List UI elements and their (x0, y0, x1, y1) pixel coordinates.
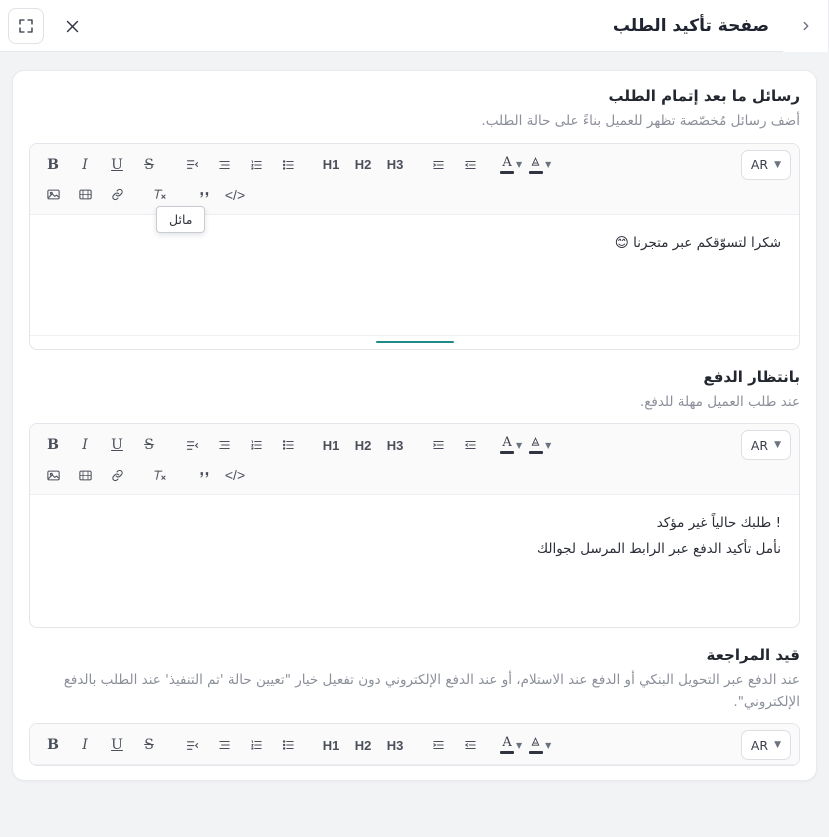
code-icon[interactable]: </> (220, 180, 250, 210)
italic-button[interactable]: I (70, 730, 100, 760)
align-icon[interactable] (209, 430, 239, 460)
page-body (0, 52, 829, 837)
section-description: عند طلب العميل مهلة للدفع. (639, 393, 800, 410)
video-icon[interactable] (70, 180, 100, 210)
chevron-down-icon: ▼ (774, 440, 781, 451)
page-title: صفحة تأكيد الطلب (612, 16, 769, 36)
highlight-color-button[interactable] (526, 430, 553, 460)
resize-grip (376, 341, 454, 343)
highlight-icon (528, 436, 543, 454)
chevron-down-icon: ▼ (516, 740, 523, 750)
toolbar-row-primary (38, 150, 791, 180)
text-direction-icon[interactable] (177, 730, 207, 760)
editor-toolbar (30, 724, 799, 765)
toolbar-row-primary (38, 430, 791, 460)
chevron-down-icon: ▼ (545, 740, 552, 750)
language-label: AR (750, 437, 769, 453)
toolbar-row-primary (38, 730, 791, 760)
code-icon[interactable]: </> (220, 460, 250, 490)
highlight-icon (528, 156, 543, 174)
close-icon[interactable] (54, 8, 90, 44)
heading-1-button[interactable]: H1 (316, 150, 346, 180)
ordered-list-icon[interactable] (241, 150, 271, 180)
language-label: AR (750, 737, 769, 753)
highlight-color-button[interactable] (526, 150, 553, 180)
heading-2-button[interactable]: H2 (348, 150, 378, 180)
underline-button[interactable]: U (102, 730, 132, 760)
bold-button[interactable]: B (38, 730, 68, 760)
clear-format-icon[interactable] (145, 460, 175, 490)
section-description: عند الدفع عبر التحويل البنكي أو الدفع عند الاستلام، أو عند الدفع الإلكتروني دون تفعيل خيار "تعيين حالة 'تم التنفيذ' عند الطلب بالدفع الإلكتروني". (63, 672, 800, 710)
chevron-down-icon: ▼ (516, 440, 523, 450)
editor-line: ! طلبك حالياً غير مؤكد (656, 515, 781, 532)
section-title: قيد المراجعة (706, 646, 800, 665)
ordered-list-icon[interactable] (241, 730, 271, 760)
bold-button[interactable]: B (38, 150, 68, 180)
highlight-icon (528, 736, 543, 754)
top-bar-actions (8, 0, 100, 52)
chevron-down-icon: ▼ (545, 440, 552, 450)
link-icon[interactable] (102, 180, 132, 210)
indent-icon[interactable] (423, 430, 453, 460)
bullet-list-icon[interactable] (273, 150, 303, 180)
outdent-icon[interactable] (455, 730, 485, 760)
outdent-icon[interactable] (455, 150, 485, 180)
editor-content[interactable] (30, 495, 799, 627)
strikethrough-button[interactable]: S (134, 730, 164, 760)
link-icon[interactable] (102, 460, 132, 490)
bold-button[interactable]: B (38, 430, 68, 460)
editor-line: نأمل تأكيد الدفع عبر الرابط المرسل لجوالك (536, 540, 781, 557)
chevron-down-icon: ▼ (516, 160, 523, 170)
image-icon[interactable] (38, 180, 68, 210)
chevron-down-icon: ▼ (774, 740, 781, 751)
rich-text-editor[interactable] (29, 423, 800, 628)
align-icon[interactable] (209, 730, 239, 760)
rich-text-editor[interactable] (29, 143, 800, 350)
heading-1-button[interactable]: H1 (316, 430, 346, 460)
section-title: رسائل ما بعد إتمام الطلب (608, 87, 800, 105)
font-color-icon: A (500, 736, 514, 754)
editor-resize-handle[interactable] (30, 335, 799, 349)
settings-card (12, 70, 817, 781)
italic-button[interactable]: I (70, 150, 100, 180)
editor-toolbar (30, 144, 799, 227)
top-bar (0, 0, 829, 52)
video-icon[interactable] (70, 460, 100, 490)
heading-2-button[interactable]: H2 (348, 730, 378, 760)
strikethrough-button[interactable]: S (134, 430, 164, 460)
text-direction-icon[interactable] (177, 430, 207, 460)
align-icon[interactable] (209, 150, 239, 180)
outdent-icon[interactable] (455, 430, 485, 460)
font-color-icon: A (500, 436, 514, 454)
section-awaiting-payment (29, 368, 800, 629)
heading-2-button[interactable]: H2 (348, 430, 378, 460)
expand-icon[interactable] (8, 8, 44, 44)
heading-3-button[interactable]: H3 (380, 430, 410, 460)
highlight-color-button[interactable] (526, 730, 553, 760)
section-post-order-messages (29, 87, 800, 350)
indent-icon[interactable] (423, 150, 453, 180)
language-label: AR (750, 157, 769, 173)
underline-button[interactable]: U (102, 150, 132, 180)
underline-button[interactable]: U (102, 430, 132, 460)
image-icon[interactable] (38, 460, 68, 490)
chevron-down-icon: ▼ (545, 160, 552, 170)
ordered-list-icon[interactable] (241, 430, 271, 460)
heading-3-button[interactable]: H3 (380, 730, 410, 760)
strikethrough-button[interactable]: S (134, 150, 164, 180)
chevron-down-icon: ▼ (774, 159, 781, 170)
bullet-list-icon[interactable] (273, 730, 303, 760)
section-under-review (29, 646, 800, 766)
font-color-icon: A (500, 156, 514, 174)
editor-content[interactable] (30, 215, 799, 335)
text-direction-icon[interactable] (177, 150, 207, 180)
quote-icon[interactable] (188, 460, 218, 490)
editor-line: شكرا لتسوّقكم عبر متجرنا 😊 (614, 234, 781, 251)
toolbar-row-secondary (38, 180, 791, 210)
section-description: أضف رسائل مُخصّصة تظهر للعميل بناءً على حالة الطلب. (481, 113, 800, 129)
language-selector[interactable] (741, 430, 791, 460)
section-title: بانتظار الدفع (703, 367, 800, 386)
font-color-button[interactable] (498, 430, 524, 460)
font-color-button[interactable] (498, 150, 524, 180)
toolbar-row-secondary (38, 460, 791, 490)
bullet-list-icon[interactable] (273, 430, 303, 460)
italic-button[interactable]: I (70, 430, 100, 460)
heading-1-button[interactable]: H1 (316, 730, 346, 760)
editor-toolbar (30, 424, 799, 495)
heading-3-button[interactable]: H3 (380, 150, 410, 180)
rich-text-editor[interactable] (29, 723, 800, 766)
italic-tooltip: مائل (156, 206, 205, 233)
chevron-right-icon[interactable] (783, 0, 829, 52)
language-selector[interactable] (741, 150, 791, 180)
indent-icon[interactable] (423, 730, 453, 760)
font-color-button[interactable] (498, 730, 524, 760)
language-selector[interactable] (741, 730, 791, 760)
